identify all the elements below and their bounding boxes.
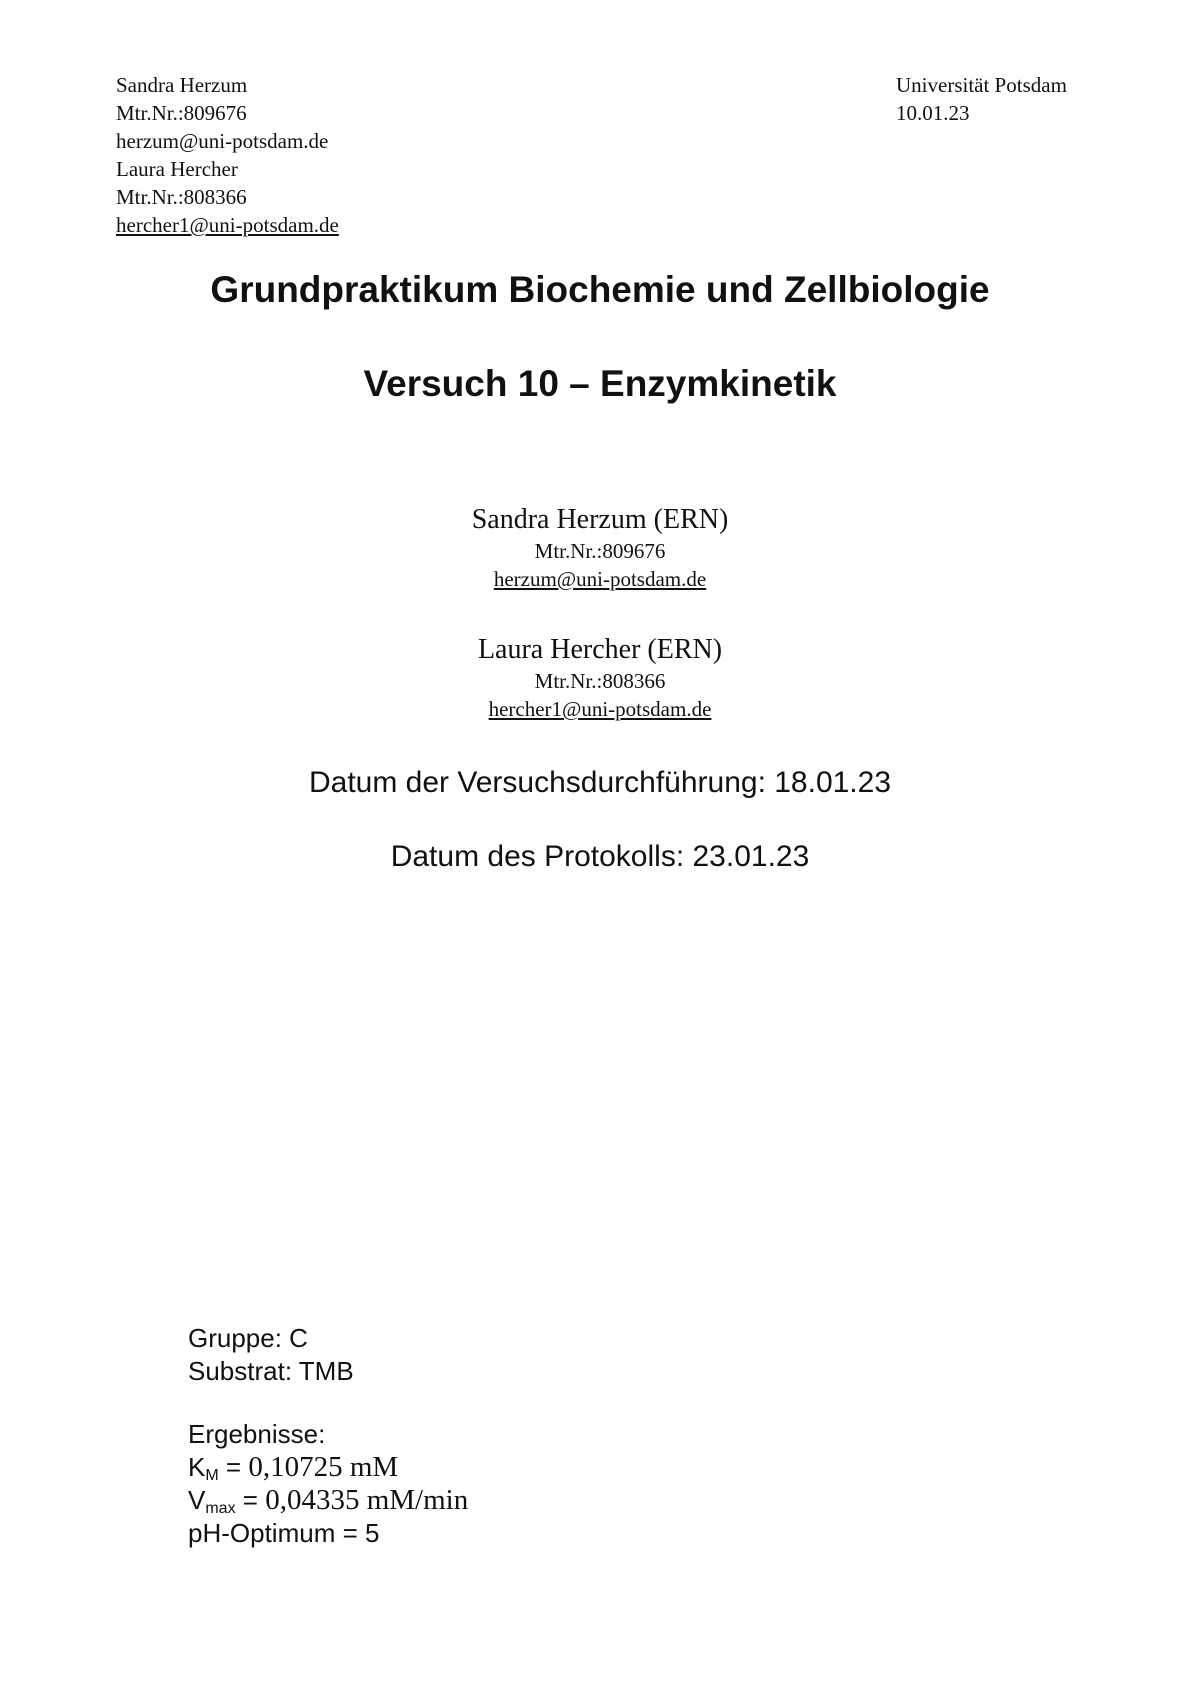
results-heading: Ergebnisse: xyxy=(188,1419,326,1449)
vmax-subscript: max xyxy=(205,1500,236,1517)
ph-optimum: pH-Optimum = 5 xyxy=(188,1518,380,1548)
header-author1-email: herzum@uni-potsdam.de xyxy=(116,129,329,153)
vmax-value: 0,04335 mM/min xyxy=(265,1484,469,1516)
header-author2-email-link[interactable]: hercher1@uni-potsdam.de xyxy=(116,213,339,237)
document-title: Grundpraktikum Biochemie und Zellbiologie xyxy=(210,269,990,310)
group-label: Gruppe: C xyxy=(188,1323,308,1353)
vmax-result xyxy=(188,1484,468,1517)
author2-name: Laura Hercher (ERN) xyxy=(477,634,723,665)
document-subtitle: Versuch 10 – Enzymkinetik xyxy=(363,363,837,404)
author1-matrikel: Mtr.Nr.:809676 xyxy=(534,539,666,563)
header-university: Universität Potsdam xyxy=(896,73,1067,97)
km-result xyxy=(188,1451,468,1484)
header-author2-name: Laura Hercher xyxy=(116,157,238,181)
protocol-date: Datum des Protokolls: 23.01.23 xyxy=(390,840,810,873)
author-card-2 xyxy=(0,633,1200,723)
km-equals: = xyxy=(218,1452,249,1482)
header-date: 10.01.23 xyxy=(896,101,970,125)
author2-matrikel: Mtr.Nr.:808366 xyxy=(534,669,666,693)
summary-block xyxy=(188,1322,468,1550)
author1-email-link[interactable]: herzum@uni-potsdam.de xyxy=(493,567,707,591)
vmax-symbol: V xyxy=(188,1485,206,1515)
header-author1-matrikel: Mtr.Nr.:809676 xyxy=(116,101,247,125)
substrate-label: Substrat: TMB xyxy=(188,1356,354,1386)
author1-name: Sandra Herzum (ERN) xyxy=(471,504,729,535)
experiment-date: Datum der Versuchsdurchführung: 18.01.23 xyxy=(308,766,892,799)
header-author1-name: Sandra Herzum xyxy=(116,73,248,97)
km-symbol: K xyxy=(188,1452,206,1482)
km-value: 0,10725 mM xyxy=(248,1451,399,1483)
vmax-equals: = xyxy=(235,1485,266,1515)
header-author2-matrikel: Mtr.Nr.:808366 xyxy=(116,185,247,209)
header-right-block xyxy=(896,71,1067,127)
km-subscript: M xyxy=(205,1467,219,1484)
header-left-block xyxy=(116,71,339,239)
author-card-1 xyxy=(0,503,1200,593)
author2-email-link[interactable]: hercher1@uni-potsdam.de xyxy=(488,697,712,721)
